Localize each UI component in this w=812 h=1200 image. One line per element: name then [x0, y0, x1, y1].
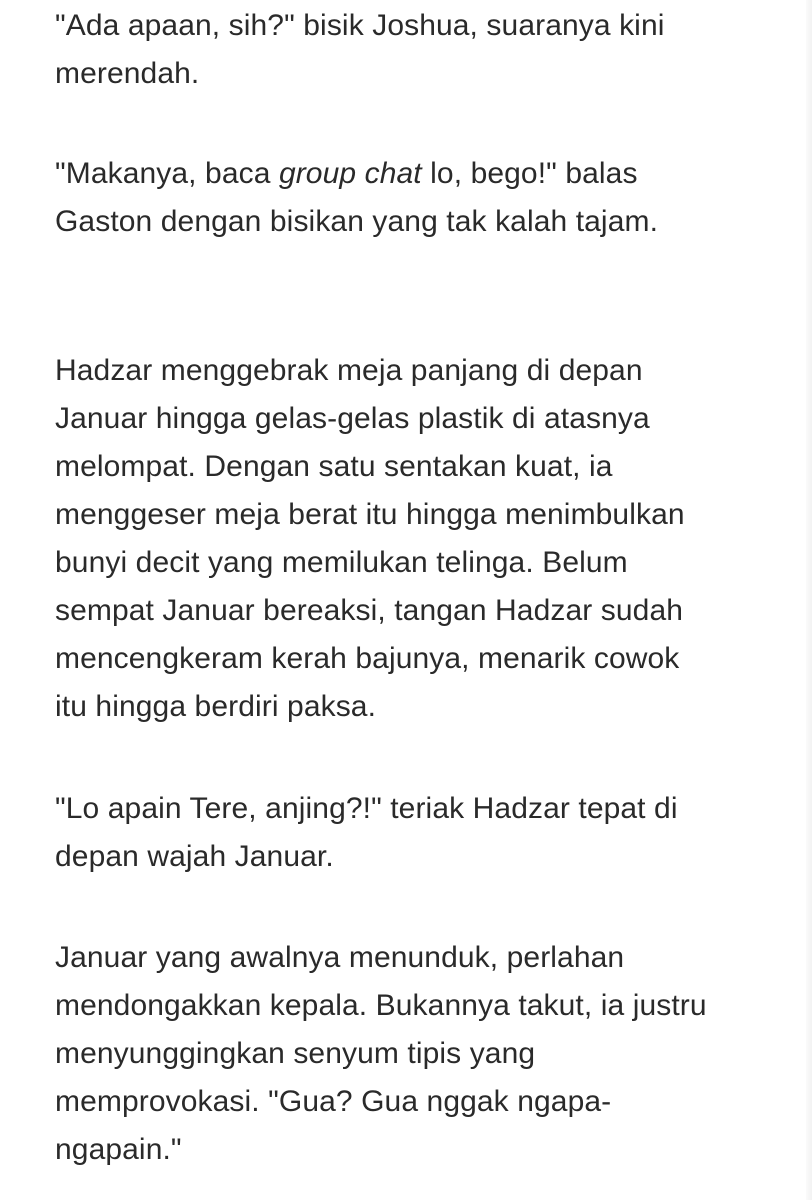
- paragraph-line: itu hingga berdiri paksa.: [55, 690, 377, 723]
- paragraph-line: "Ada apaan, sih?" bisik Joshua, suaranya kini: [55, 9, 665, 42]
- paragraph-line: Hadzar menggebrak meja panjang di depan: [55, 354, 643, 387]
- paragraph-4: [55, 785, 755, 881]
- paragraph-line: merendah.: [55, 57, 200, 90]
- paragraph-line: bunyi decit yang memilukan telinga. Belum: [55, 546, 628, 579]
- paragraph-1: [55, 2, 755, 98]
- paragraph-line: mencengkeram kerah bajunya, menarik cowok: [55, 642, 680, 675]
- paragraph-line: mendongakkan kepala. Bukannya takut, ia justru: [55, 989, 707, 1022]
- paragraph-5: [55, 934, 755, 1174]
- italic-phrase: group chat: [278, 157, 422, 190]
- paragraph-line: memprovokasi. "Gua? Gua nggak ngapa-: [55, 1085, 612, 1118]
- paragraph-line: sempat Januar bereaksi, tangan Hadzar sudah: [55, 594, 684, 627]
- paragraph-line: menyunggingkan senyum tipis yang: [55, 1037, 536, 1070]
- paragraph-line: Januar hingga gelas-gelas plastik di atasnya: [55, 402, 650, 435]
- paragraph-line: Gaston dengan bisikan yang tak kalah tajam.: [55, 205, 659, 238]
- scrollbar-track[interactable]: [806, 0, 812, 1200]
- paragraph-line: "Lo apain Tere, anjing?!" teriak Hadzar tepat di: [55, 792, 678, 825]
- paragraph-2: [55, 150, 755, 246]
- paragraph-line: depan wajah Januar.: [55, 840, 334, 873]
- paragraph-3: [55, 347, 755, 731]
- paragraph-text: "Makanya, baca: [55, 157, 279, 190]
- paragraph-line: [55, 150, 755, 198]
- paragraph-line: melompat. Dengan satu sentakan kuat, ia: [55, 450, 613, 483]
- paragraph-line: menggeser meja berat itu hingga menimbulkan: [55, 498, 685, 531]
- paragraph-text: lo, bego!" balas: [421, 157, 638, 190]
- paragraph-line: ngapain.": [55, 1133, 182, 1166]
- paragraph-line: Januar yang awalnya menunduk, perlahan: [55, 941, 625, 974]
